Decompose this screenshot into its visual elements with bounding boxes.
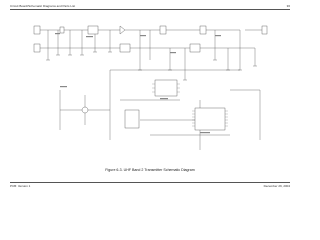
component-ic-main: [195, 108, 225, 130]
component-ic-1: [120, 44, 130, 52]
component-ic-2: [190, 44, 200, 52]
figure-caption: Figure 6-3. UHF Band 2 Transmitter Schematic Diagram: [105, 168, 195, 172]
component-transistor: [120, 26, 125, 34]
component-ic-4: [125, 110, 139, 128]
footer-rule: [10, 182, 290, 183]
footer-left: PCB: Version 1: [10, 184, 31, 188]
component-connector: [262, 26, 267, 34]
header-title: Circuit Board/Schematic Diagrams and Parts List: [10, 4, 76, 8]
component-source: [82, 107, 88, 113]
component-amplifier: [88, 26, 98, 34]
component-filter: [60, 27, 64, 33]
component-pin-left: [34, 26, 40, 34]
footer-right: December 29, 2004: [263, 184, 290, 188]
component-block-1: [160, 26, 166, 34]
component-ic-3: [155, 80, 177, 96]
component-pin-left-2: [34, 44, 40, 52]
component-block-2: [200, 26, 206, 34]
header-page-number: 36: [286, 4, 290, 8]
